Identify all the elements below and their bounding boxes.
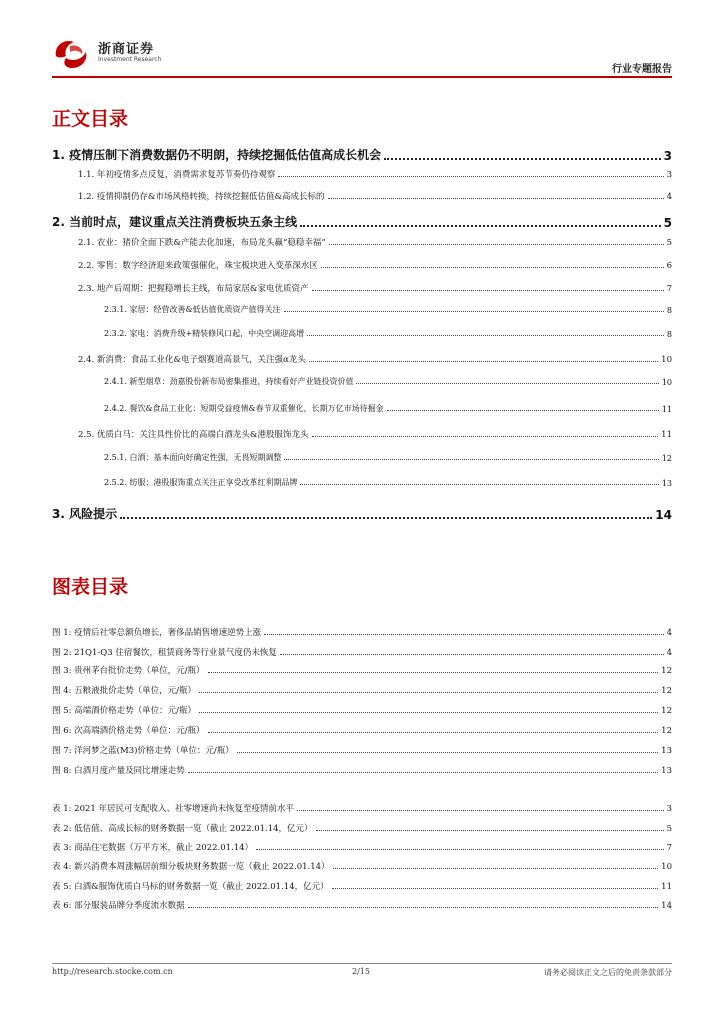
company-logo-icon bbox=[52, 36, 92, 70]
toc-entry-page: 5 bbox=[663, 216, 672, 230]
dot-leader bbox=[387, 410, 659, 411]
toc-entry-page: 8 bbox=[666, 306, 672, 315]
table-entry-page: 14 bbox=[661, 901, 672, 911]
dot-leader bbox=[264, 634, 663, 635]
toc-entry-page: 11 bbox=[661, 405, 672, 414]
table-entry[interactable] bbox=[52, 841, 672, 853]
footer-url[interactable]: http://research.stocke.com.cn bbox=[52, 967, 173, 976]
toc-entry-text: 2.5.1. 白酒：基本面向好确定性强，无畏短期调整 bbox=[104, 453, 282, 462]
toc-entry-level-2[interactable] bbox=[78, 353, 672, 365]
dot-leader bbox=[208, 732, 659, 733]
chart-entry-page: 12 bbox=[661, 726, 672, 736]
toc-entry-page: 5 bbox=[666, 238, 672, 248]
dot-leader bbox=[199, 692, 658, 693]
toc-entry-level-3[interactable] bbox=[104, 452, 672, 463]
chart-entry[interactable] bbox=[52, 764, 672, 776]
chart-entry[interactable] bbox=[52, 684, 672, 696]
dot-leader bbox=[300, 484, 658, 485]
toc-entry-page: 11 bbox=[661, 430, 672, 440]
toc-entry-page: 12 bbox=[661, 454, 672, 463]
toc-entry-level-2[interactable] bbox=[78, 259, 672, 271]
dot-leader bbox=[312, 290, 664, 291]
chart-entry-page: 12 bbox=[661, 686, 672, 696]
toc-entry-page: 8 bbox=[666, 330, 672, 339]
table-entry-page: 7 bbox=[666, 843, 672, 853]
chart-entry-text: 图 4: 五粮液批价走势（单位，元/瓶） bbox=[52, 686, 197, 696]
toc-entry-page: 3 bbox=[663, 149, 672, 163]
table-entry-text: 表 6: 部分服装品牌分季度流水数据 bbox=[52, 901, 185, 911]
chart-entry-page: 12 bbox=[661, 706, 672, 716]
report-type-label: 行业专题报告 bbox=[612, 64, 672, 75]
dot-leader bbox=[329, 244, 664, 245]
chart-entry-text: 图 6: 次高端酒价格走势（单位：元/瓶） bbox=[52, 726, 205, 736]
toc-entry-text: 3. 风险提示 bbox=[52, 507, 118, 521]
dot-leader bbox=[356, 383, 658, 384]
footer-disclaimer: 请务必阅读正文之后的免责条款部分 bbox=[544, 968, 672, 977]
toc-title: 正文目录 bbox=[52, 108, 129, 130]
toc-entry-text: 1. 疫情压制下消费数据仍不明朗，持续挖掘低估值高成长机会 bbox=[52, 148, 382, 162]
table-entry[interactable] bbox=[52, 880, 672, 892]
dot-leader bbox=[256, 849, 664, 850]
chart-entry-text: 图 2: 21Q1-Q3 住宿餐饮，租赁商务等行业景气度仍未恢复 bbox=[52, 648, 277, 658]
chart-entry-text: 图 8: 白酒月度产量及同比增速走势 bbox=[52, 766, 185, 776]
chart-entry-text: 图 3: 贵州茅台批价走势（单位，元/瓶） bbox=[52, 666, 205, 676]
dot-leader bbox=[208, 672, 659, 673]
toc-entry-level-1[interactable] bbox=[52, 213, 672, 230]
toc-entry-text: 2.5. 优质白马：关注具性价比的高端白酒龙头&港股服饰龙头 bbox=[78, 430, 309, 440]
toc-entry-text: 2.1. 农业：猪价全面下跌&产能去化加速，布局龙头赢“稳稳幸福” bbox=[78, 238, 326, 248]
chart-entry[interactable] bbox=[52, 744, 672, 756]
table-entry-page: 3 bbox=[666, 804, 672, 814]
toc-entry-level-2[interactable] bbox=[78, 236, 672, 248]
chart-entry[interactable] bbox=[52, 704, 672, 716]
toc-entry-text: 2.4. 新消费：食品工业化&电子烟赛道高景气，关注强α龙头 bbox=[78, 355, 306, 365]
dot-leader bbox=[188, 907, 658, 908]
chart-entry-page: 4 bbox=[666, 648, 672, 658]
footer-page-number: 2/15 bbox=[352, 967, 370, 976]
dot-leader bbox=[237, 752, 658, 753]
toc-entry-page: 7 bbox=[666, 284, 672, 294]
toc-entry-text: 2. 当前时点，建议重点关注消费板块五条主线 bbox=[52, 215, 298, 229]
toc-entry-level-3[interactable] bbox=[104, 328, 672, 339]
toc-entry-page: 14 bbox=[655, 508, 672, 522]
toc-entry-text: 2.4.2. 餐饮&食品工业化：短期受益疫情&春节双重催化，长期万亿市场待掘金 bbox=[104, 404, 384, 413]
toc-entry-text: 2.3.2. 家电：消费升级+精装修风口起，中央空调迎高增 bbox=[104, 329, 305, 338]
toc-entry-text: 2.3.1. 家居：经营改善&低估值优质资产值得关注 bbox=[104, 305, 281, 314]
chart-entry-text: 图 7: 洋河梦之蓝(M3)价格走势（单位：元/瓶） bbox=[52, 746, 234, 756]
toc-entry-level-3[interactable] bbox=[104, 304, 672, 315]
table-entry-text: 表 3: 商品住宅数据（万平方米，截止 2022.01.14） bbox=[52, 843, 254, 853]
figures-title: 图表目录 bbox=[52, 576, 129, 598]
header-divider bbox=[52, 76, 672, 78]
toc-entry-text: 2.3. 地产后周期：把握稳增长主线，布局家居&家电优质资产 bbox=[78, 284, 309, 294]
dot-leader bbox=[199, 712, 658, 713]
chart-entry-text: 图 5: 高端酒价格走势（单位：元/瓶） bbox=[52, 706, 197, 716]
toc-entry-text: 2.4.1. 新型烟草：劲嘉股份新布局密集推进，持续看好产业链投资价值 bbox=[104, 377, 354, 386]
dot-leader bbox=[333, 868, 659, 869]
table-entry-text: 表 1: 2021 年居民可支配收入、社零增速尚未恢复至疫情前水平 bbox=[52, 804, 295, 814]
chart-entry[interactable] bbox=[52, 724, 672, 736]
toc-entry-level-2[interactable] bbox=[78, 190, 672, 202]
dot-leader bbox=[328, 198, 664, 199]
toc-entry-text: 2.5.2. 纺服：港股服饰重点关注正享受改革红利期品牌 bbox=[104, 478, 298, 487]
toc-entry-level-3[interactable] bbox=[104, 403, 672, 414]
dot-leader bbox=[280, 654, 664, 655]
chart-entry[interactable] bbox=[52, 664, 672, 676]
chart-entry-page: 12 bbox=[661, 666, 672, 676]
brand-english-name: Investment Research bbox=[98, 56, 162, 63]
dot-leader bbox=[300, 225, 661, 227]
toc-entry-text: 1.1. 年初疫情多点反复，消费需求复苏节奏仍待观察 bbox=[78, 170, 276, 180]
dot-leader bbox=[321, 267, 664, 268]
table-entry-text: 表 5: 白酒&服饰优质白马标的财务数据一览（截止 2022.01.14，亿元） bbox=[52, 882, 329, 892]
chart-entry-page: 4 bbox=[666, 628, 672, 638]
dot-leader bbox=[384, 158, 661, 160]
dot-leader bbox=[309, 361, 658, 362]
chart-entry-page: 13 bbox=[661, 766, 672, 776]
dot-leader bbox=[284, 311, 664, 312]
dot-leader bbox=[284, 459, 658, 460]
dot-leader bbox=[312, 436, 659, 437]
toc-entry-level-1[interactable] bbox=[52, 146, 672, 163]
chart-entry-page: 13 bbox=[661, 746, 672, 756]
toc-entry-page: 3 bbox=[666, 170, 672, 180]
dot-leader bbox=[316, 830, 664, 831]
dot-leader bbox=[332, 888, 659, 889]
chart-entry[interactable] bbox=[52, 646, 672, 658]
toc-entry-text: 1.2. 疫情抑制仍存&市场风格转换，持续挖掘低估值&高成长标的 bbox=[78, 192, 325, 202]
table-entry[interactable] bbox=[52, 899, 672, 911]
toc-entry-level-3[interactable] bbox=[104, 376, 672, 387]
table-entry[interactable] bbox=[52, 822, 672, 834]
dot-leader bbox=[307, 335, 664, 336]
table-entry-page: 5 bbox=[666, 824, 672, 834]
brand-name: 浙商证券 bbox=[98, 42, 155, 57]
toc-entry-level-2[interactable] bbox=[78, 428, 672, 440]
chart-entry-text: 图 1: 疫情后社零总额负增长，奢侈品销售增速逆势上涨 bbox=[52, 628, 262, 638]
toc-entry-page: 6 bbox=[666, 261, 672, 271]
table-entry-text: 表 4: 新兴消费本周涨幅居前细分板块财务数据一览（截止 2022.01.14） bbox=[52, 862, 330, 872]
toc-entry-page: 10 bbox=[661, 355, 672, 365]
table-entry[interactable] bbox=[52, 802, 672, 814]
dot-leader bbox=[120, 517, 652, 519]
table-entry[interactable] bbox=[52, 860, 672, 872]
toc-entry-level-2[interactable] bbox=[78, 168, 672, 180]
table-entry-text: 表 2: 低估值、高成长标的财务数据一览（截止 2022.01.14，亿元） bbox=[52, 824, 313, 834]
dot-leader bbox=[188, 772, 658, 773]
chart-entry[interactable] bbox=[52, 626, 672, 638]
table-entry-page: 10 bbox=[661, 862, 672, 872]
toc-entry-level-3[interactable] bbox=[104, 477, 672, 488]
dot-leader bbox=[278, 176, 663, 177]
toc-entry-page: 4 bbox=[666, 192, 672, 202]
toc-entry-level-1[interactable] bbox=[52, 505, 672, 522]
table-entry-page: 11 bbox=[661, 882, 672, 892]
toc-entry-page: 13 bbox=[661, 479, 672, 488]
dot-leader bbox=[297, 810, 664, 811]
footer-divider bbox=[52, 963, 672, 964]
toc-entry-text: 2.2. 零售：数字经济迎来政策强催化，珠宝板块进入变革深水区 bbox=[78, 261, 318, 271]
toc-entry-level-2[interactable] bbox=[78, 282, 672, 294]
toc-entry-page: 10 bbox=[661, 378, 672, 387]
